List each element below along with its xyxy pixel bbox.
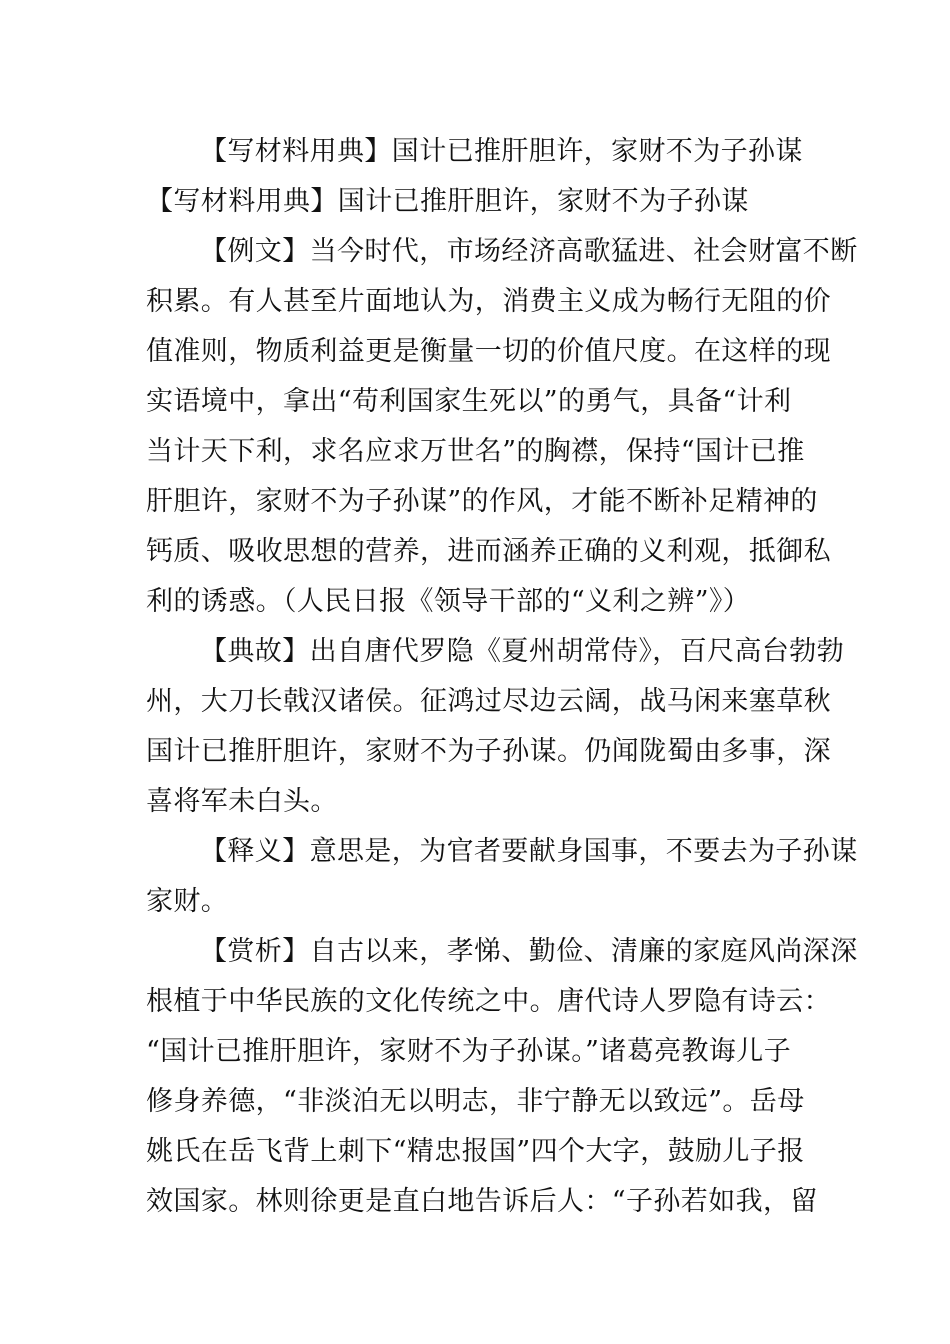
paragraph-line: 州，大刀长戟汉诸侯。征鸿过尽边云阔，战马闲来塞草秋: [146, 686, 831, 717]
paragraph-line: 国计已推肝胆许，家财不为子孙谋。仍闻陇蜀由多事，深: [146, 736, 831, 767]
paragraph-line: 喜将军未白头。: [146, 786, 338, 817]
paragraph-line: 积累。有人甚至片面地认为，消费主义成为畅行无阻的价: [146, 286, 831, 317]
paragraph-line: 【典故】出自唐代罗隐《夏州胡常侍》，百尺高台勃勃: [200, 636, 845, 667]
paragraph-line: 姚氏在岳飞背上刺下“精忠报国”四个大字，鼓励儿子报: [146, 1136, 805, 1167]
paragraph-line: 家财。: [146, 886, 229, 917]
paragraph-line: 【释义】意思是，为官者要献身国事，不要去为子孙谋: [200, 836, 858, 867]
paragraph-line: 值准则，物质利益更是衡量一切的价值尺度。在这样的现: [146, 336, 831, 367]
document-title-repeat: 【写材料用典】国计已推肝胆许，家财不为子孙谋: [146, 186, 749, 217]
paragraph-line: 当计天下利，求名应求万世名”的胸襟，保持“国计已推: [146, 436, 805, 467]
paragraph-line: 利的诱惑。（人民日报《领导干部的“义利之辨”》）: [146, 586, 751, 617]
document-title: 【写材料用典】国计已推肝胆许，家财不为子孙谋: [200, 136, 803, 167]
paragraph-line: 【赏析】自古以来，孝悌、勤俭、清廉的家庭风尚深深: [200, 936, 858, 967]
paragraph-line: 【例文】当今时代，市场经济高歌猛进、社会财富不断: [200, 236, 858, 267]
paragraph-line: 根植于中华民族的文化传统之中。唐代诗人罗隐有诗云：: [146, 986, 831, 1017]
paragraph-line: 修身养德，“非淡泊无以明志，非宁静无以致远”。岳母: [146, 1086, 805, 1117]
paragraph-line: 实语境中，拿出“苟利国家生死以”的勇气，具备“计利: [146, 386, 792, 417]
paragraph-line: “国计已推肝胆许，家财不为子孙谋。”诸葛亮教诲儿子: [146, 1036, 792, 1067]
paragraph-line: 钙质、吸收思想的营养，进而涵养正确的义利观，抵御私: [146, 536, 831, 567]
paragraph-line: 肝胆许，家财不为子孙谋”的作风，才能不断补足精神的: [146, 486, 818, 517]
paragraph-line: 效国家。林则徐更是直白地告诉后人：“子孙若如我，留: [146, 1186, 818, 1217]
